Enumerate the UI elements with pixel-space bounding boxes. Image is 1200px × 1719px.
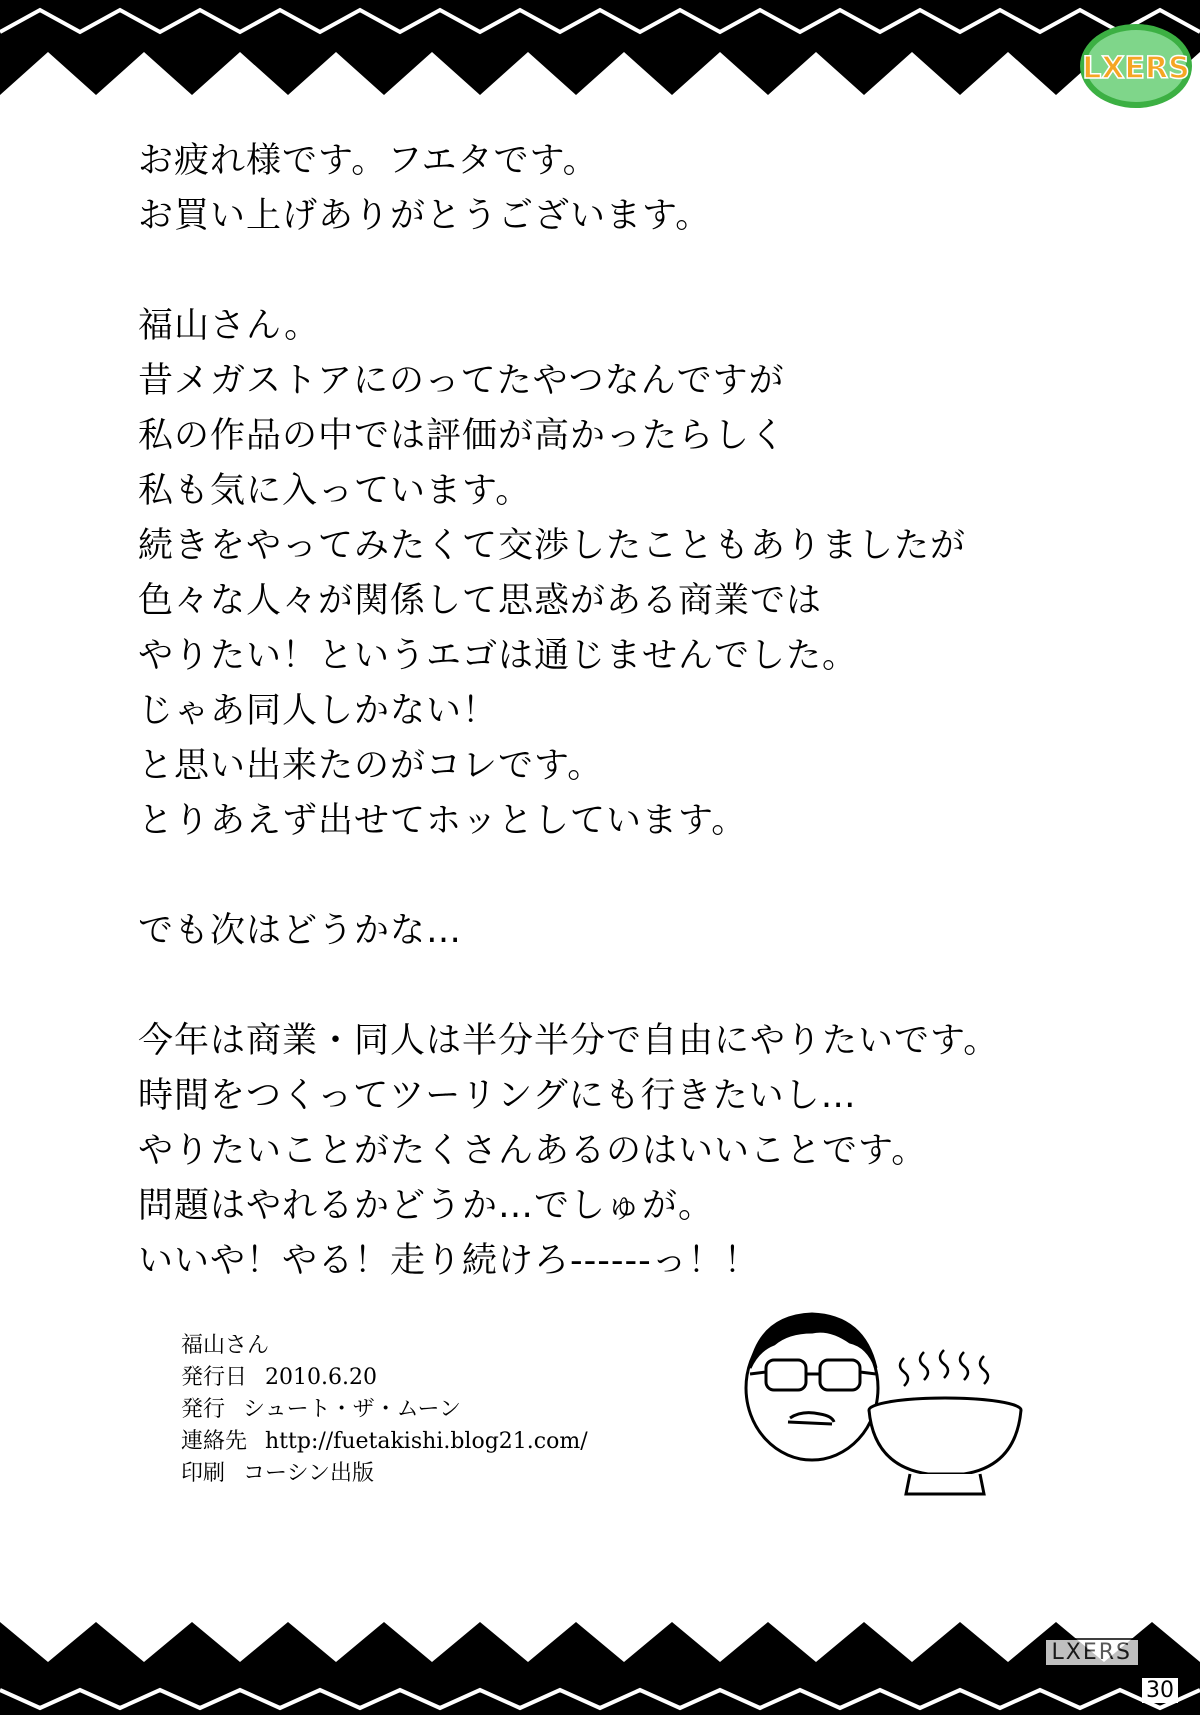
colophon-publisher-row (181, 1394, 588, 1426)
page-number-text: 30 (1146, 1678, 1174, 1703)
colophon-printer-label: 印刷 (181, 1461, 226, 1486)
colophon-publisher-value: シュート・ザ・ムーン (243, 1397, 462, 1422)
page-number (1142, 1678, 1178, 1703)
lxers-logo (1078, 22, 1194, 110)
text-line: 福山さん。 (138, 306, 321, 346)
top-zigzag-border (0, 0, 1200, 125)
text-line: 私の作品の中では評価が高かったらしく (138, 416, 787, 456)
text-line: お疲れ様です。フエタです。 (138, 141, 599, 181)
colophon-date-row (181, 1362, 588, 1394)
text-line: じゃあ同人しかない！ (138, 691, 499, 731)
blank-line (138, 959, 1098, 1014)
colophon-date-value: 2010.6.20 (265, 1365, 377, 1390)
colophon-contact-label: 連絡先 (181, 1429, 248, 1454)
lxers-watermark (1044, 1638, 1140, 1667)
text-line: とりあえず出せてホッとしています。 (138, 801, 748, 841)
text-line: やりたいことがたくさんあるのはいいことです。 (138, 1131, 928, 1171)
steam-lines (900, 1350, 988, 1386)
text-line: いいや！やる！走り続けろ------っ！！ (138, 1241, 760, 1281)
ramen-bowl-drawing (869, 1398, 1021, 1494)
text-line: やりたい！というエゴは通じませんでした。 (138, 636, 859, 676)
text-line: 色々な人々が関係して思惑がある商業では (138, 581, 823, 621)
author-doodle-with-bowl (740, 1298, 1040, 1558)
colophon-printer-row (181, 1458, 588, 1490)
text-line: お買い上げありがとうございます。 (138, 196, 712, 236)
bottom-zigzag-border (0, 1590, 1200, 1715)
logo-text: LXERS (1082, 51, 1190, 86)
text-line: と思い出来たのがコレです。 (138, 746, 604, 786)
colophon-title: 福山さん (181, 1333, 270, 1358)
colophon-printer-value: コーシン出版 (243, 1461, 375, 1486)
author-face-drawing (746, 1314, 878, 1460)
text-line: 私も気に入っています。 (138, 471, 532, 511)
colophon-contact-row (181, 1426, 588, 1458)
afterword-text (138, 134, 1098, 1289)
colophon (181, 1330, 588, 1490)
watermark-text: LXERS (1051, 1640, 1132, 1665)
text-line: 時間をつくってツーリングにも行きたいし… (138, 1076, 857, 1116)
text-line: 今年は商業・同人は半分半分で自由にやりたいです。 (138, 1021, 1000, 1061)
blank-line (138, 244, 1098, 299)
text-line: 昔メガストアにのってたやつなんですが (138, 361, 785, 401)
text-line: 問題はやれるかどうか…でしゅが。 (138, 1186, 715, 1226)
text-line: 続きをやってみたくて交渉したこともありましたが (138, 526, 967, 566)
colophon-contact-value: http://fuetakishi.blog21.com/ (265, 1429, 588, 1454)
blank-line (138, 849, 1098, 904)
text-line: でも次はどうかな… (138, 911, 463, 951)
colophon-date-label: 発行日 (181, 1365, 248, 1390)
colophon-publisher-label: 発行 (181, 1397, 226, 1422)
